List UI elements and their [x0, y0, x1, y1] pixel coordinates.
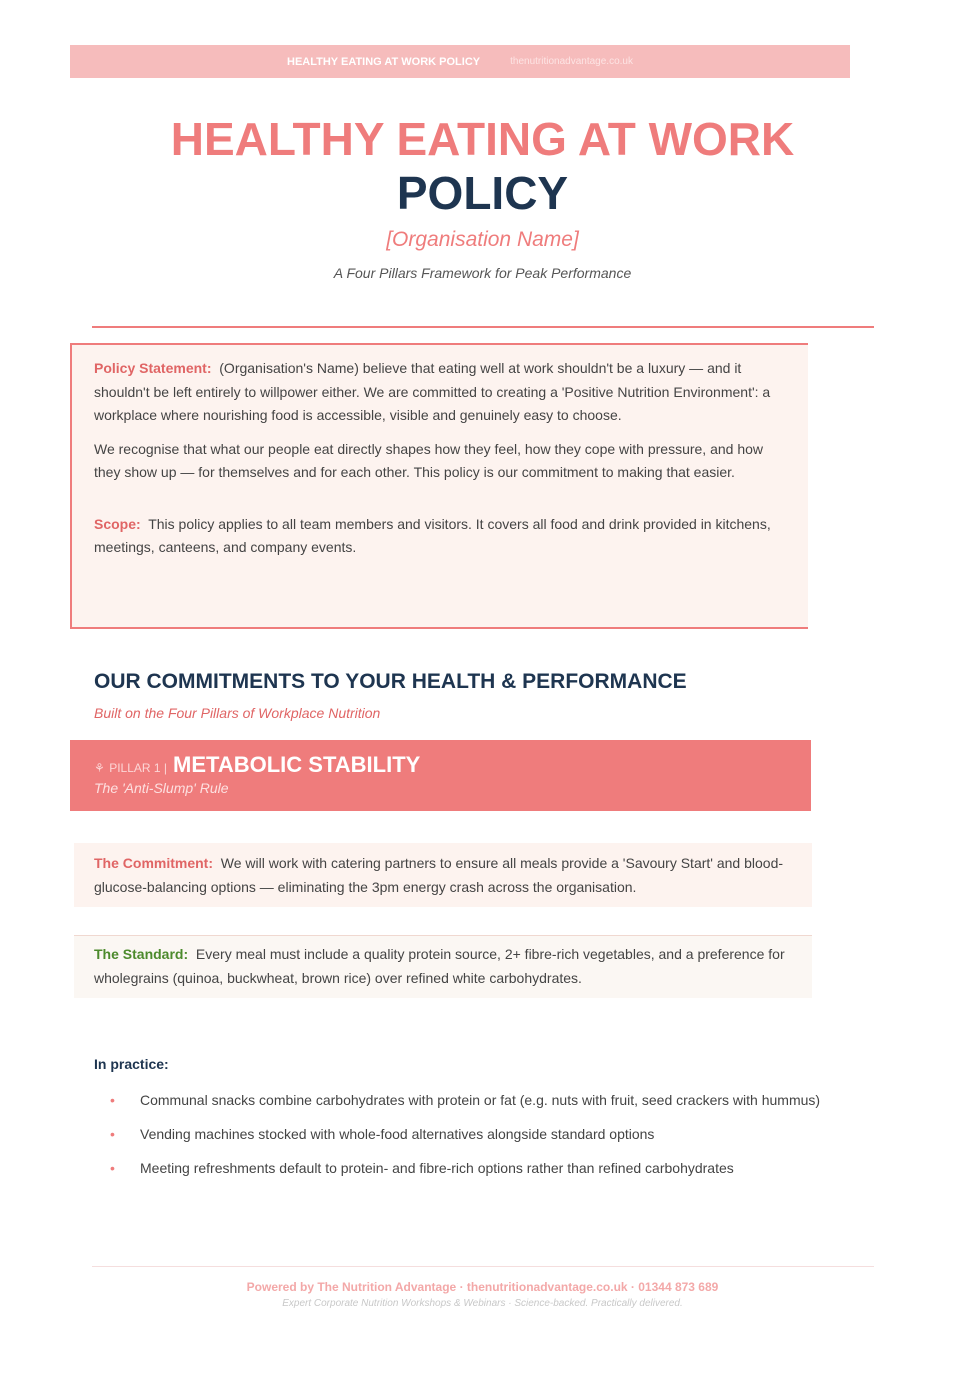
header-bar	[70, 45, 850, 78]
standard-text: Every meal must include a quality protein source, 2+ fibre-rich vegetables, and a preference for wholegrains (quinoa, buckwheat, brown rice) over refined white carbohydrates.	[94, 946, 785, 986]
standard-label: The Standard:	[94, 946, 189, 962]
policy-text-2: We recognise that what our people eat directly shapes how they feel, how they cope with pressure, and how they show up — for themselves and for each other. This policy is our commitment to making that easier.	[94, 440, 764, 480]
pillar-rule: The 'Anti-Slump' Rule	[94, 780, 229, 796]
subtitle: A Four Pillars Framework for Peak Performance	[333, 265, 632, 281]
list-item	[110, 1088, 830, 1112]
list-item	[110, 1122, 830, 1146]
standard-box	[74, 935, 812, 998]
pillar-icon: ⚘	[94, 761, 105, 775]
commitments-heading: OUR COMMITMENTS TO YOUR HEALTH & PERFORMANCE	[94, 670, 687, 693]
policy-statement-box	[70, 343, 808, 629]
header-url[interactable]: thenutritionadvantage.co.uk	[510, 56, 633, 67]
divider	[92, 326, 874, 328]
practice-list	[110, 1088, 830, 1190]
list-item-text: Communal snacks combine carbohydrates with protein or fat (e.g. nuts with fruit, seed crackers with hummus)	[140, 1092, 821, 1108]
commitment-text: We will work with catering partners to ensure all meals provide a 'Savoury Start' and blood-glucose-balancing options — eliminating the 3pm energy crash across the organisation.	[94, 855, 784, 895]
scope-label: Scope:	[94, 515, 141, 532]
title-line-1: HEALTHY EATING AT WORK	[170, 113, 795, 165]
policy-text-1: (Organisation's Name) believe that eating well at work shouldn't be a luxury — and it shouldn't be left entirely to willpower either. We are committed to creating a 'Positive Nutrition Environment': a workplace where nourishing food is accessible, visible and genuinely easy to choose.	[94, 360, 771, 423]
organisation-name: [Organisation Name]	[386, 228, 579, 251]
commitment-box	[74, 843, 812, 907]
pillar-title: METABOLIC STABILITY	[173, 752, 421, 777]
commitments-subheading: Built on the Four Pillars of Workplace Nutrition	[94, 705, 381, 721]
footer-divider	[92, 1266, 874, 1267]
pillar-label: PILLAR 1 |	[109, 761, 168, 775]
title-line-2: POLICY	[396, 167, 569, 219]
bullet-icon: •	[110, 1092, 115, 1108]
header-title: HEALTHY EATING AT WORK POLICY	[287, 55, 481, 68]
footer-line-1: Powered by The Nutrition Advantage · thenutritionadvantage.co.uk · 01344 873 689	[246, 1280, 719, 1294]
pillar-banner	[70, 740, 811, 811]
list-item-text: Meeting refreshments default to protein- and fibre-rich options rather than refined carbohydrates	[140, 1160, 734, 1176]
policy-label: Policy Statement:	[94, 360, 212, 376]
scope-text: This policy applies to all team members and visitors. It covers all food and drink provided in kitchens, meetings, canteens, and company events.	[94, 515, 771, 555]
bullet-icon: •	[110, 1126, 115, 1142]
list-item-text: Vending machines stocked with whole-food alternatives alongside standard options	[140, 1126, 655, 1142]
list-item	[110, 1156, 830, 1180]
bullet-icon: •	[110, 1160, 115, 1176]
footer-line-2: Expert Corporate Nutrition Workshops & Webinars · Science-backed. Practically delivered.	[282, 1298, 683, 1309]
practice-heading: In practice:	[94, 1056, 169, 1072]
commitment-label: The Commitment:	[94, 855, 213, 871]
